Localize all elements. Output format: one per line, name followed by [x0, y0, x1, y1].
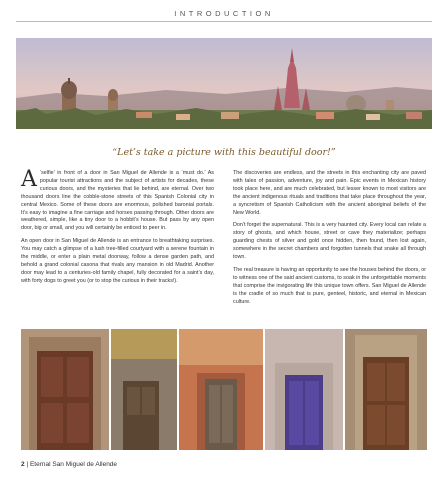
paragraph-2: An open door in San Miguel de Allende is an entrance to breathtaking surprises. You may catch a glimpse of a lush tree-filled courtyard with a serene fountain in the middle, or enter a plain metal doorway, follow a dense garden path, and behold a grand colonial casona that rivals any mansion in old Madrid. Another door may lead to a centuries-old family chapel, fully decorated for a saint’s day, with forty dogs to greet you (or to stop the curious in their tracks!).: [21, 238, 214, 284]
header-divider: [16, 21, 432, 22]
page-number: 2: [21, 461, 25, 468]
pull-quote: “Let’s take a picture with this beautiful door!”: [112, 147, 336, 158]
right-column: [233, 170, 426, 312]
drop-cap: A: [21, 167, 37, 192]
footer-separator: |: [26, 461, 29, 468]
paragraph-1-text: ‘selfie’ in front of a door in San Miguel de Allende is a ‘must do.’ As popular tourist attractions and the subject of artists for decades, these curious doors, and the mysteries that lie behind, are eternal. Over two thousand doors line the cobble-stone streets of this Spanish Colonial city in central Mexico. Some of these doors are enormous, polished baronial portals. It’s easy to imagine a fine carriage and horses passing through. Other doors are weathered, simple, like a tiny door to a hobbit’s house. But pass by any open door, big or small, and you will certainly be enticed to peer in.: [21, 170, 214, 232]
paragraph-1: [21, 167, 214, 233]
section-header: INTRODUCTION: [174, 9, 274, 18]
doors-photo-strip: [21, 329, 427, 450]
left-column: [21, 167, 214, 291]
book-title: Eternal San Miguel de Allende: [29, 461, 118, 468]
paragraph-3: The discoveries are endless, and the streets in this enchanting city are paved with tales of passion, adventure, joy and pain. Epic events in Mexican history took place here, and are much celebrated, but lesser known to most visitors are the ancient indigenous rituals and traditions that take place throughout the year, a syncretism of Spanish Catholicism with the ancient aboriginal beliefs of the New World.: [233, 170, 426, 216]
city-panorama-photo: [16, 38, 432, 129]
page-footer: [21, 461, 117, 468]
paragraph-5: The real treasure is having an opportunity to see the houses behind the doors, or to witness one of the said ancient customs, to soak in the unforgettable moments that comprise the invigorating life this unique town offers. San Miguel de Allende is the cradle of so much that is pure, genteel, historic, and eternal in Mexican culture.: [233, 266, 426, 305]
paragraph-4: Don’t forget the supernatural. This is a very haunted city. Every local can relate a story of ghosts, and which house, street or cave they materialize; perhaps guarding chests of silver and gold once hidden, then found, then lost again, somewhere in the secret chambers and forgotten tunnels that snake all through town.: [233, 222, 426, 261]
